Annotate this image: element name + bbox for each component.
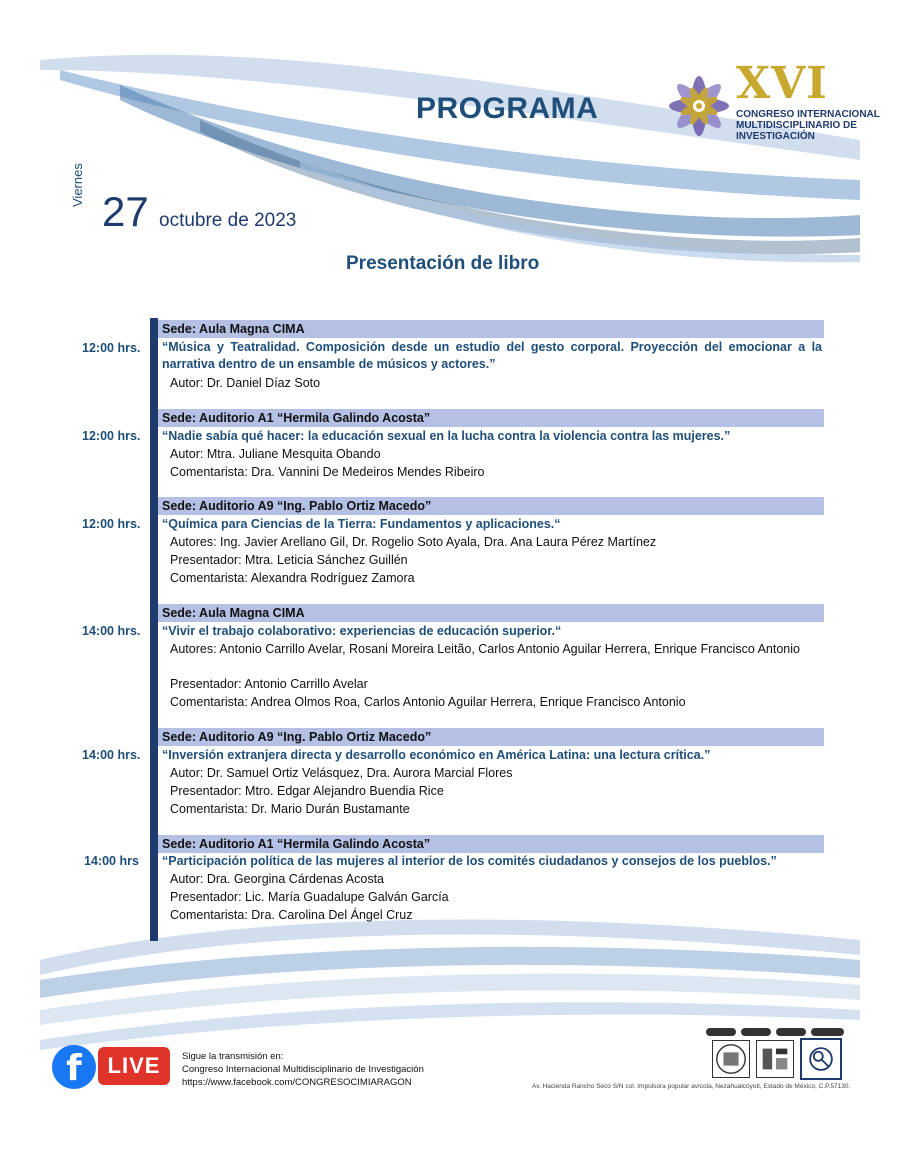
session-venue: Sede: Aula Magna CIMA — [158, 604, 824, 622]
weekday-label: Viernes — [70, 163, 85, 207]
session-time: 14:00 hrs. — [82, 748, 141, 762]
session-title: “Nadie sabía qué hacer: la educación sexual en la lucha contra la violencia contra las mujeres.” — [162, 429, 731, 443]
day-number: 27 — [102, 188, 149, 235]
session-time: 12:00 hrs. — [82, 429, 141, 443]
session-title: “Música y Teatralidad. Composición desde un estudio del gesto corporal. Proyección del emocionar a la narrativa dentro de un ensamble de músicos y actores.” — [162, 340, 822, 371]
address-text: Av. Hacienda Rancho Seco S/N col. Impulsora popular avícola, Nezahualcóyotl, Estado de México, C.P.57130. — [532, 1083, 851, 1090]
session-presenter: Presentador: Mtro. Edgar Alejandro Buendia Rice — [170, 784, 444, 798]
logo-line-1: CONGRESO INTERNACIONAL — [736, 109, 880, 120]
stream-line-1: Sigue la transmisión en: — [182, 1051, 284, 1062]
fes-aragon-seal-icon — [756, 1040, 794, 1078]
logo-roman-numeral: XVI — [736, 58, 828, 109]
stream-link[interactable]: https://www.facebook.com/CONGRESOCIMIARAGON — [182, 1077, 412, 1088]
session-author: Autor: Dr. Daniel Díaz Soto — [170, 376, 321, 390]
session-title: “Inversión extranjera directa y desarrollo económico en América Latina: una lectura crítica.” — [162, 748, 711, 762]
session-venue: Sede: Auditorio A1 “Hermila Galindo Acosta” — [158, 409, 824, 427]
session-title: “Participación política de las mujeres al interior de los comités ciudadanos y consejos de los pueblos.” — [162, 854, 777, 868]
logo-line-3: INVESTIGACIÓN — [736, 131, 815, 142]
section-subtitle: Presentación de libro — [346, 253, 540, 274]
session-authors: Autores: Antonio Carrillo Avelar, Rosani Moreira Leitão, Carlos Antonio Aguilar Herrera, Enrique Francisco Antonio — [170, 642, 800, 656]
session-title: “Química para Ciencias de la Tierra: Fundamentos y aplicaciones.“ — [162, 517, 561, 531]
timeline-bar — [150, 318, 158, 941]
live-badge[interactable]: LIVE — [98, 1047, 170, 1085]
month-year: octubre de 2023 — [159, 210, 297, 231]
session-commentator: Comentarista: Dra. Vannini De Medeiros Mendes Ribeiro — [170, 465, 485, 479]
session-time: 14:00 hrs — [84, 854, 139, 868]
session-presenter: Presentador: Mtra. Leticia Sánchez Guillén — [170, 553, 408, 567]
page-title: PROGRAMA — [416, 92, 599, 125]
session-presenter: Presentador: Antonio Carrillo Avelar — [170, 677, 368, 691]
unam-seal-icon — [712, 1040, 750, 1078]
session-commentator: Comentarista: Alexandra Rodríguez Zamora — [170, 571, 415, 585]
session-author: Autor: Dra. Georgina Cárdenas Acosta — [170, 872, 385, 886]
session-venue: Sede: Aula Magna CIMA — [158, 320, 824, 338]
stream-line-2: Congreso Internacional Multidisciplinario de Investigación — [182, 1064, 424, 1075]
session-author: Autor: Dr. Samuel Ortiz Velásquez, Dra. Aurora Marcial Flores — [170, 766, 513, 780]
flower-logo-icon — [664, 66, 734, 146]
session-time: 14:00 hrs. — [82, 624, 141, 638]
session-title: “Vivir el trabajo colaborativo: experiencias de educación superior.“ — [162, 624, 562, 638]
decorative-wave-bottom — [0, 900, 900, 1060]
cima-seal-icon — [800, 1038, 842, 1080]
logo-line-2: MULTIDISCIPLINARIO DE — [736, 120, 857, 131]
session-authors: Autores: Ing. Javier Arellano Gil, Dr. Rogelio Soto Ayala, Dra. Ana Laura Pérez Martínez — [170, 535, 657, 549]
facebook-f-glyph: f — [66, 1048, 82, 1089]
session-venue: Sede: Auditorio A1 “Hermila Galindo Acosta” — [158, 835, 824, 853]
session-presenter: Presentador: Lic. María Guadalupe Galván García — [170, 890, 449, 904]
session-commentator: Comentarista: Dr. Mario Durán Bustamante — [170, 802, 410, 816]
session-commentator: Comentarista: Andrea Olmos Roa, Carlos Antonio Aguilar Herrera, Enrique Francisco Antonio — [170, 695, 686, 709]
session-venue: Sede: Auditorio A9 “Ing. Pablo Ortiz Macedo” — [158, 497, 824, 515]
session-commentator: Comentarista: Dra. Carolina Del Ángel Cruz — [170, 908, 413, 922]
session-venue: Sede: Auditorio A9 “Ing. Pablo Ortiz Macedo” — [158, 728, 824, 746]
session-time: 12:00 hrs. — [82, 341, 141, 355]
session-time: 12:00 hrs. — [82, 517, 141, 531]
session-author: Autor: Mtra. Juliane Mesquita Obando — [170, 447, 381, 461]
social-handles-icon — [706, 1028, 844, 1036]
